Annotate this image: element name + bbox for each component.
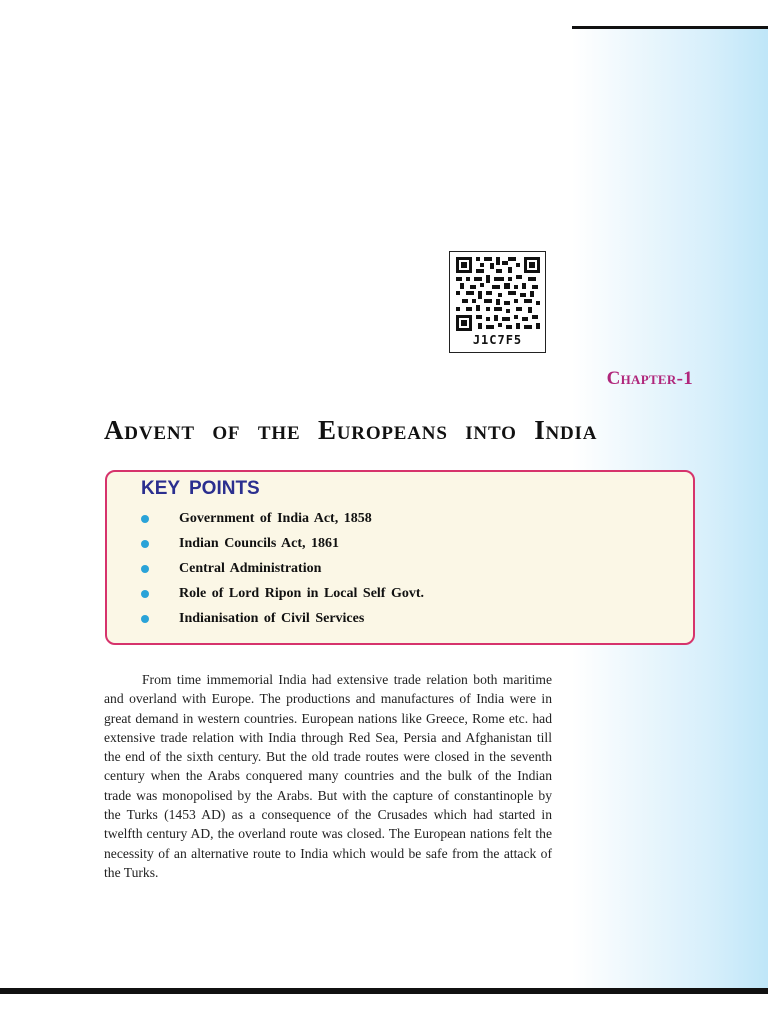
key-points-list	[137, 510, 424, 635]
key-point-item	[137, 535, 424, 560]
chapter-title: Advent of the Europeans into India	[104, 415, 598, 445]
qr-code[interactable]	[449, 251, 546, 353]
qr-code-label: J1C7F5	[472, 333, 523, 347]
bullet-dot-icon	[141, 615, 149, 623]
page-bottom-rule	[0, 988, 768, 994]
bullet-dot-icon	[141, 590, 149, 598]
key-point-text: Indian Councils Act, 1861	[179, 536, 340, 551]
key-point-item	[137, 585, 424, 610]
key-points-box	[105, 470, 695, 645]
bullet-dot-icon	[141, 565, 149, 573]
bullet-dot-icon	[141, 515, 149, 523]
key-point-item	[137, 560, 424, 585]
key-point-text: Government of India Act, 1858	[179, 511, 372, 526]
chapter-number: Chapter-1	[606, 368, 693, 389]
key-point-text: Indianisation of Civil Services	[179, 611, 365, 626]
key-point-text: Central Administration	[179, 561, 322, 576]
key-point-text: Role of Lord Ripon in Local Self Govt.	[179, 586, 425, 601]
bullet-dot-icon	[141, 540, 149, 548]
key-point-item	[137, 610, 424, 635]
qr-code-icon	[456, 257, 540, 331]
key-points-heading: KEY POINTS	[141, 478, 260, 499]
body-paragraph: From time immemorial India had extensive trade relation both maritime and overland with Europe. The productions and manufactures of India were in great demand in western countries. European nations like Greece, Rome etc. had extensive trade relation with India through Red Sea, Persia and Afghanistan till the end of the sixth century. But the old trade routes were closed in the seventh century when the Arabs conquered many countries and the bulk of the Indian trade was monopolised by the Arabs. But with the capture of constantinople by the Turks (1453 AD) as a consequence of the Crusades which had started in twelfth century AD, the overland route was closed. The European nations felt the necessity of an alternative route to India which would be safe from the attack of the Turks.	[104, 672, 552, 880]
side-band-top-rule	[572, 26, 768, 29]
key-point-item	[137, 510, 424, 535]
